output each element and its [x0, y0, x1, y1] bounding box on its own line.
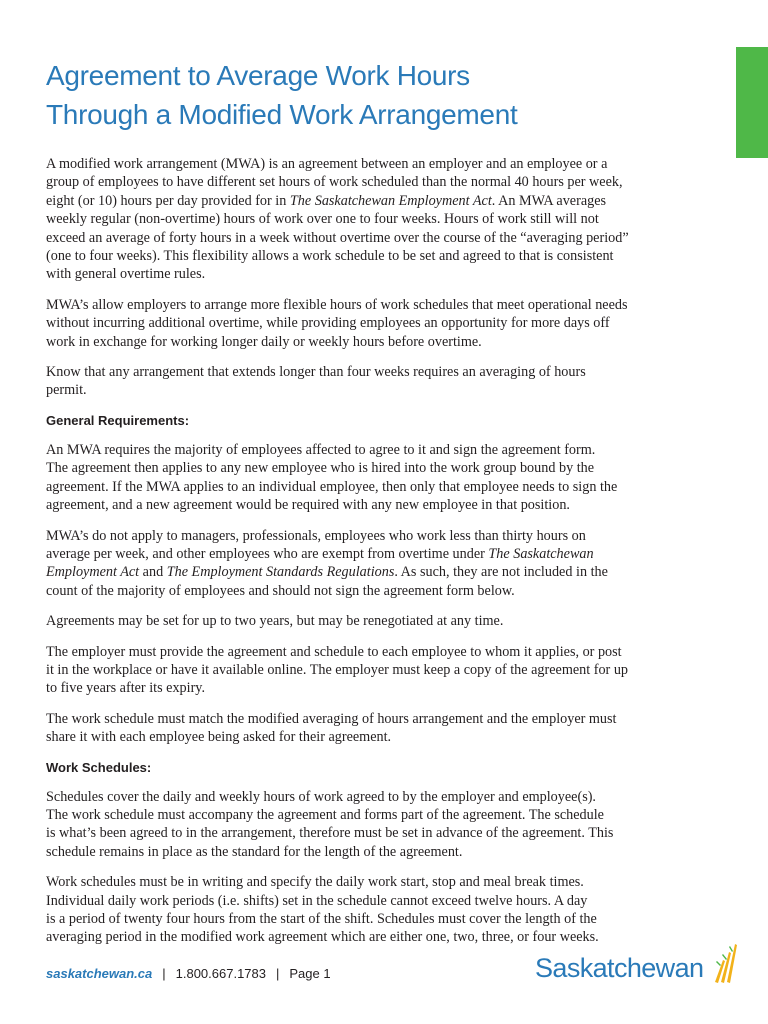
- paragraph-term-length: [46, 612, 726, 630]
- text-line: MWA’s allow employers to arrange more flexible hours of work schedules that meet operational needs: [46, 296, 628, 313]
- phone-number: 1.800.667.1783: [175, 966, 266, 981]
- text-line: work in exchange for working longer daily or weekly hours before overtime.: [46, 333, 482, 350]
- paragraph-schedules-writing: [46, 873, 726, 947]
- document-body: [46, 155, 726, 959]
- title-line-2: Through a Modified Work Arrangement: [46, 99, 518, 130]
- text-line: is a period of twenty four hours from the start of the shift. Schedules must cover the length of the: [46, 911, 597, 927]
- paragraph-mwa-benefits: [46, 296, 726, 351]
- paragraph-provide-agreement: [46, 643, 726, 698]
- text-line: to five years after its expiry.: [46, 680, 206, 697]
- paragraph-mwa-definition: [46, 155, 726, 284]
- text-line: (one to four weeks). This flexibility allows a work schedule to be set and agreed to that is consistent: [46, 248, 614, 265]
- text-line: is what’s been agreed to in the arrangement, therefore must be set in advance of the agreement. This: [46, 825, 614, 842]
- green-accent-bar: [736, 47, 768, 158]
- paragraph-schedule-match: [46, 710, 726, 747]
- wheat-sheaf-icon: [711, 942, 737, 986]
- footer-separator: |: [276, 966, 280, 981]
- text-line: Individual daily work periods (i.e. shifts) set in the schedule cannot exceed twelve hours. A day: [46, 892, 588, 909]
- paragraph-exemptions: [46, 527, 726, 601]
- act-title: Employment Act: [46, 564, 140, 581]
- title-line-1: Agreement to Average Work Hours: [46, 60, 470, 91]
- regulations-title: The Employment Standards Regulations: [166, 564, 395, 581]
- paragraph-schedules-cover: [46, 788, 726, 862]
- act-title: The Saskatchewan Employment Act: [289, 192, 492, 209]
- text-line: with general overtime rules.: [46, 266, 206, 283]
- text-line: agreement, and a new agreement would be required with any new employee in that position.: [46, 497, 570, 514]
- text-line: eight (or 10) hours per day provided for in The Saskatchewan Employment Act. An MWA averages: [46, 192, 607, 209]
- text-line: exceed an average of forty hours in a week without overtime over the course of the “averaging period”: [46, 229, 629, 246]
- text-line: it in the workplace or have it available online. The employer must keep a copy of the agreement for up: [46, 661, 629, 678]
- text-line: Work schedules must be in writing and specify the daily work start, stop and meal break times.: [46, 874, 584, 891]
- act-title: The Saskatchewan: [488, 545, 594, 562]
- text-line: The work schedule must match the modified averaging of hours arrangement and the employer must: [46, 710, 617, 727]
- text-line: permit.: [46, 382, 87, 399]
- text-line: An MWA requires the majority of employees affected to agree to it and sign the agreement form.: [46, 441, 596, 458]
- text-line: schedule remains in place as the standard for the length of the agreement.: [46, 843, 463, 860]
- page-number: Page 1: [289, 966, 331, 981]
- text-line: agreement. If the MWA applies to an individual employee, then only that employee needs to sign the: [46, 478, 618, 495]
- text-line: averaging period in the modified work agreement which are either one, two, three, or four weeks.: [46, 929, 599, 946]
- text-line: share it with each employee being asked for their agreement.: [46, 729, 392, 746]
- text-line: Know that any arrangement that extends longer than four weeks requires an averaging of hours: [46, 364, 586, 381]
- paragraph-averaging-permit: [46, 363, 726, 400]
- text-line: count of the majority of employees and should not sign the agreement form below.: [46, 582, 515, 599]
- text-line: The employer must provide the agreement and schedule to each employee to whom it applies, or post: [46, 643, 622, 660]
- website-link[interactable]: saskatchewan.ca: [46, 966, 153, 981]
- document-title: [46, 56, 517, 134]
- text-line: MWA’s do not apply to managers, professionals, employees who work less than thirty hours on: [46, 527, 586, 544]
- text-line: Employment Act and The Employment Standards Regulations. As such, they are not included in the: [46, 564, 608, 581]
- text-line: without incurring additional overtime, while providing employees an opportunity for more days off: [46, 315, 610, 332]
- saskatchewan-logo: [535, 942, 735, 990]
- text-line: group of employees to have different set hours of work scheduled than the normal 40 hours per week,: [46, 174, 623, 191]
- page-footer: [46, 964, 331, 984]
- text-line: weekly regular (non-overtime) hours of work over one to four weeks. Hours of work still will not: [46, 211, 599, 228]
- heading-general-requirements: General Requirements:: [46, 412, 190, 428]
- paragraph-majority-agreement: [46, 441, 726, 515]
- text-line: average per week, and other employees who are exempt from overtime under The Saskatchewan: [46, 545, 594, 562]
- text-line: Schedules cover the daily and weekly hours of work agreed to by the employer and employee(s).: [46, 788, 596, 805]
- footer-separator: |: [162, 966, 166, 981]
- logo-wordmark: Saskatchewan: [535, 953, 704, 983]
- text-line: A modified work arrangement (MWA) is an agreement between an employer and an employee or a: [46, 156, 608, 172]
- text-line: The work schedule must accompany the agreement and forms part of the agreement. The schedule: [46, 806, 604, 823]
- text-line: Agreements may be set for up to two years, but may be renegotiated at any time.: [46, 613, 504, 630]
- heading-work-schedules: Work Schedules:: [46, 759, 152, 775]
- text-line: The agreement then applies to any new employee who is hired into the work group bound by the: [46, 460, 595, 477]
